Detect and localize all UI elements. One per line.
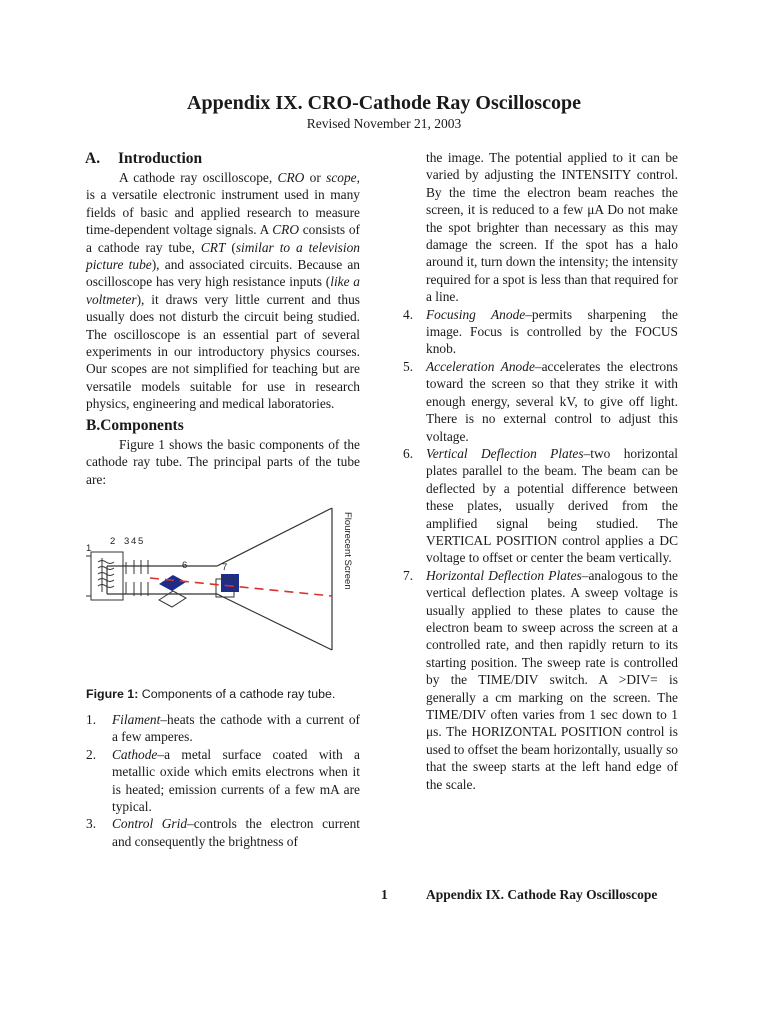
left-column (86, 149, 360, 850)
screen-label: Flourecent Screen (342, 511, 353, 590)
crt-figure (86, 494, 360, 684)
horizontal-deflection-plate (221, 574, 239, 592)
page-number: 1 (381, 887, 388, 902)
parts-list-right (389, 306, 678, 793)
section-heading-introduction (85, 149, 360, 169)
part3-continuation: the image. The potential applied to it can be varied by adjusting the INTENSITY control. By the time the electron beam reaches the screen, it is reduced to a few μA Do not make the spot brighter than necessary as this may damage the screen. If the spot has a halo around it, turn down the intensity; the intensity required for a spot is less than that required for a line. (426, 150, 678, 305)
right-column (389, 149, 678, 793)
svg-text:7: 7 (222, 561, 228, 573)
svg-text:5: 5 (138, 535, 144, 547)
svg-text:6: 6 (182, 559, 188, 571)
list-item: 4. Focusing Anode–permits sharpening the image. Focus is controlled by the FOCUS knob. (403, 306, 679, 357)
section-heading-components: B.Components (86, 416, 184, 434)
list-item: 7. Horizontal Deflection Plates–analogous to the vertical deflection plates. A sweep voltage is usually applied to these plates to cause the electron beam to sweep across the screen at a controlled rate, and then rapidly return to its starting position. The sweep rate is controlled by the TIME/DIV switch. A >DIV= is generally a cm marking on the screen. The TIME/DIV often varies from 1 sec down to 1 μs. The HORIZONTAL POSITION control is used to offset the beam horizontally, usually so that the sweep starts at the left hand edge of the scale. (403, 567, 678, 792)
vertical-deflection-plate (159, 575, 186, 591)
list-item: 3. Control Grid–controls the electron current and consequently the brightness of (86, 816, 360, 849)
list-item: 2. Cathode–a metal surface coated with a metallic oxide which emits electrons when it is heated; emission currents of a few mA are typical. (86, 746, 360, 814)
components-paragraph: Figure 1 shows the basic components of the cathode ray tube. The principal parts of the tube are: (86, 436, 360, 487)
svg-text:3: 3 (124, 535, 130, 547)
section-number: A. (85, 150, 101, 167)
svg-text:4: 4 (131, 535, 137, 547)
parts-list-left (86, 711, 360, 850)
svg-text:1: 1 (86, 542, 92, 554)
intro-paragraph: A cathode ray oscilloscope, CRO or scope, is a versatile electronic instrument used in many fields of basic and applied research to measure time-dependent voltage signals. A CRO consists of a cathode ray tube, CRT (similar to a television picture tube), and associated circuits. Because an oscilloscope has very high resistance inputs (like a voltmeter), it draws very little current and thus usually does not disturb the circuit being studied. The oscilloscope is an essential part of several experiments in our introductory physics courses. Our scopes are not simplified for teaching but are versatile models suitable for use in research physics, engineering and medical laboratories. (86, 170, 361, 412)
list-item: 1. Filament–heats the cathode with a current of a few amperes. (86, 711, 360, 745)
running-footer: Appendix IX. Cathode Ray Oscilloscope (426, 887, 658, 902)
list-item: 6. Vertical Deflection Plates–two horizontal plates parallel to the beam. The beam can be deflected by a potential difference between these plates, usually derived from the amplified signal being studied. The VERTICAL POSITION control applies a DC voltage to offset or center the beam vertically. (403, 445, 678, 566)
page-title: Appendix IX. CRO-Cathode Ray Oscilloscope (187, 92, 581, 114)
list-item: 5. Acceleration Anode–accelerates the electrons toward the screen so that they strike it with enough energy, several kV, to give off light. There is no external control to adjust this voltage. (403, 358, 678, 444)
crt-diagram (86, 494, 366, 684)
figure-caption: Figure 1: Components of a cathode ray tube. (86, 686, 336, 701)
section-title: Introduction (118, 150, 203, 167)
svg-text:2: 2 (110, 535, 116, 547)
revision-date: Revised November 21, 2003 (306, 116, 462, 131)
